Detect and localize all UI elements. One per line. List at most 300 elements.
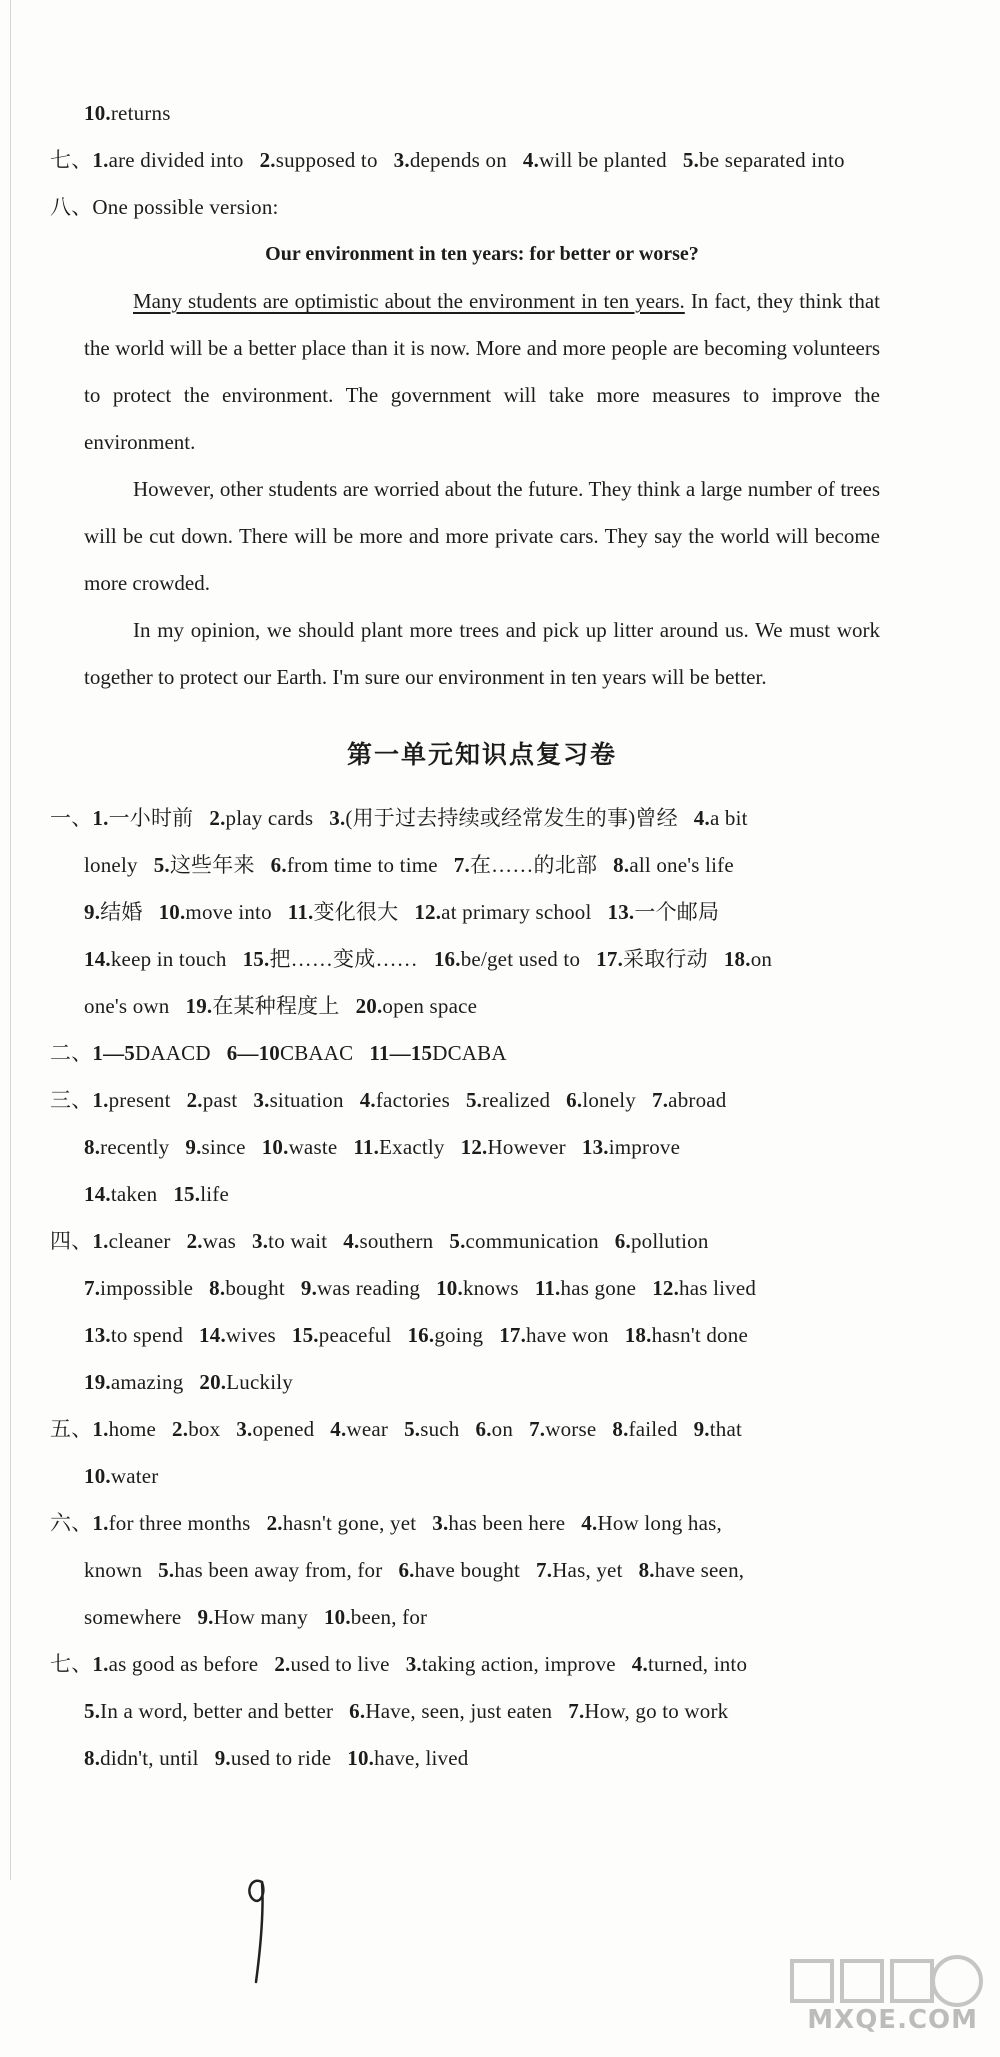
section-marker: 五、 bbox=[50, 1417, 93, 1441]
answer-number: 13. bbox=[84, 1323, 111, 1347]
answer-number: 3. bbox=[329, 806, 346, 830]
answer-number: 6. bbox=[398, 1558, 415, 1582]
answer-number: 7. bbox=[536, 1558, 553, 1582]
answer-item bbox=[360, 1088, 450, 1112]
answer-number: 11. bbox=[534, 1276, 561, 1300]
answer-item bbox=[84, 1135, 169, 1159]
answer-number: 12. bbox=[460, 1135, 488, 1159]
answer-text: abroad bbox=[668, 1088, 727, 1112]
answer-item bbox=[582, 1135, 680, 1159]
answer-item bbox=[243, 947, 418, 971]
answer-text: How long has, bbox=[597, 1511, 722, 1535]
answer-item bbox=[612, 1417, 677, 1441]
answer-item bbox=[209, 1276, 285, 1300]
answer-item bbox=[535, 1276, 636, 1300]
answer-text: play cards bbox=[225, 806, 314, 830]
answer-number: 1. bbox=[92, 1417, 109, 1441]
answer-text: CBAAC bbox=[280, 1041, 354, 1065]
answer-text: to spend bbox=[110, 1323, 184, 1347]
answer-number: 17. bbox=[596, 947, 624, 971]
answer-item bbox=[581, 1511, 722, 1535]
answer-item bbox=[84, 1276, 193, 1300]
answer-text: have won bbox=[526, 1323, 609, 1347]
answer-item bbox=[173, 1182, 229, 1206]
answer-text: used to ride bbox=[230, 1746, 332, 1770]
answer-item bbox=[330, 1417, 388, 1441]
answer-text: In a word, better and better bbox=[100, 1699, 334, 1723]
section-marker: 六、 bbox=[50, 1511, 93, 1535]
answer-text: all one's life bbox=[629, 853, 734, 877]
answer-text: a bit bbox=[709, 806, 748, 830]
answer-item bbox=[536, 1558, 623, 1582]
answer-page bbox=[50, 90, 880, 1782]
answer-item bbox=[274, 1652, 389, 1676]
answer-item bbox=[92, 1041, 210, 1065]
answer-item bbox=[158, 1558, 382, 1582]
answer-item bbox=[215, 1746, 332, 1770]
answer-text: was bbox=[202, 1229, 236, 1253]
answer-text: taking action, improve bbox=[421, 1652, 616, 1676]
answer-text: 一个邮局 bbox=[634, 900, 720, 924]
answer-text: from time to time bbox=[286, 853, 438, 877]
answer-number: 3. bbox=[393, 148, 410, 172]
answer-line bbox=[50, 184, 880, 231]
answer-item bbox=[172, 1417, 220, 1441]
answer-item bbox=[92, 1088, 170, 1112]
answer-text: be/get used to bbox=[460, 947, 581, 971]
answer-number: 1. bbox=[92, 1652, 109, 1676]
review-answers bbox=[50, 795, 880, 1782]
answer-text: for three months bbox=[108, 1511, 251, 1535]
answer-number: 1. bbox=[92, 1511, 109, 1535]
answer-number: 4. bbox=[522, 148, 540, 172]
answer-text: on bbox=[491, 1417, 514, 1441]
answer-number: 10. bbox=[347, 1746, 375, 1770]
answer-number: 14. bbox=[84, 1182, 111, 1206]
section-marker: 四、 bbox=[50, 1229, 93, 1253]
answer-item bbox=[92, 1511, 250, 1535]
answer-item bbox=[343, 1229, 433, 1253]
answer-item bbox=[84, 101, 171, 125]
answer-item bbox=[394, 148, 507, 172]
answer-line bbox=[50, 1171, 880, 1218]
answer-text: 采取行动 bbox=[623, 947, 708, 971]
answer-item bbox=[613, 853, 734, 877]
answer-number: 2. bbox=[186, 1229, 203, 1253]
answer-number: 5. bbox=[158, 1558, 175, 1582]
answer-number: 7. bbox=[652, 1088, 669, 1112]
answer-number: 6—10 bbox=[226, 1041, 280, 1065]
answer-item bbox=[84, 1699, 333, 1723]
answer-text: How, go to work bbox=[584, 1699, 729, 1723]
answer-number: 10. bbox=[261, 1135, 289, 1159]
answer-item bbox=[199, 1370, 293, 1394]
answer-number: 15. bbox=[173, 1182, 201, 1206]
answer-text: situation bbox=[269, 1088, 344, 1112]
answer-text: 把……变成…… bbox=[269, 947, 418, 971]
answer-number: 5. bbox=[84, 1699, 101, 1723]
answer-number: 19. bbox=[84, 1370, 111, 1394]
answer-text: Has, yet bbox=[552, 1558, 623, 1582]
answer-text: factories bbox=[375, 1088, 450, 1112]
answer-text: home bbox=[108, 1417, 157, 1441]
answer-item bbox=[461, 1135, 566, 1159]
answer-item bbox=[324, 1605, 427, 1629]
answer-text: known bbox=[84, 1558, 143, 1582]
answer-number: 6. bbox=[475, 1417, 492, 1441]
answer-item bbox=[236, 1417, 314, 1441]
answer-number: 6. bbox=[270, 853, 287, 877]
answer-text: Exactly bbox=[379, 1135, 445, 1159]
answer-item bbox=[84, 1605, 181, 1629]
answer-number: 1. bbox=[92, 1229, 109, 1253]
watermark-text: MXQE.COM bbox=[807, 2005, 978, 2035]
answer-number: 3. bbox=[432, 1511, 449, 1535]
answer-item bbox=[694, 1417, 742, 1441]
answer-number: 11—15 bbox=[369, 1041, 433, 1065]
answer-text: present bbox=[108, 1088, 171, 1112]
answer-item bbox=[404, 1417, 459, 1441]
answer-text: cleaner bbox=[108, 1229, 171, 1253]
essay-paragraph-1 bbox=[50, 278, 880, 466]
answer-number: 4. bbox=[359, 1088, 376, 1112]
answer-item bbox=[199, 1323, 276, 1347]
answer-text: supposed to bbox=[275, 148, 378, 172]
answer-number: 2. bbox=[259, 148, 276, 172]
answer-text: will be planted bbox=[539, 148, 667, 172]
answer-item bbox=[476, 1417, 514, 1441]
answer-item bbox=[209, 806, 313, 830]
answer-text: keep in touch bbox=[110, 947, 227, 971]
answer-text: has been away from, for bbox=[174, 1558, 383, 1582]
answer-number: 7. bbox=[84, 1276, 101, 1300]
answer-item bbox=[369, 1041, 506, 1065]
answer-text: 一小时前 bbox=[108, 806, 194, 830]
answer-text: hasn't gone, yet bbox=[282, 1511, 417, 1535]
answer-number: 7. bbox=[529, 1417, 546, 1441]
answer-line bbox=[50, 1030, 880, 1077]
section-marker: 七、 bbox=[50, 1652, 93, 1676]
answer-text: have, lived bbox=[374, 1746, 469, 1770]
answer-text: (用于过去持续或经常发生的事)曾经 bbox=[345, 806, 678, 830]
answer-number: 20. bbox=[199, 1370, 227, 1394]
answer-number: 15. bbox=[291, 1323, 319, 1347]
answer-line bbox=[50, 1406, 880, 1453]
section-marker: 二、 bbox=[50, 1041, 93, 1065]
answer-text: realized bbox=[482, 1088, 551, 1112]
answer-line bbox=[50, 936, 880, 983]
answer-number: 2. bbox=[209, 806, 226, 830]
section-marker: 三、 bbox=[50, 1088, 93, 1112]
handwritten-page-number bbox=[242, 1872, 272, 1987]
answer-number: 10. bbox=[158, 900, 186, 924]
answer-item bbox=[288, 900, 399, 924]
answer-item bbox=[608, 900, 720, 924]
answer-number: 14. bbox=[84, 947, 111, 971]
answer-number: 6. bbox=[349, 1699, 366, 1723]
answer-item bbox=[92, 1652, 258, 1676]
answer-item bbox=[84, 1323, 183, 1347]
answer-item bbox=[615, 1229, 709, 1253]
answer-number: 10. bbox=[84, 1464, 111, 1488]
answer-number: 4. bbox=[330, 1417, 347, 1441]
answer-number: 12. bbox=[414, 900, 442, 924]
section-marker: 一、 bbox=[50, 806, 93, 830]
answer-text: life bbox=[200, 1182, 229, 1206]
answer-item bbox=[652, 1088, 727, 1112]
answer-item bbox=[84, 1746, 199, 1770]
answer-item bbox=[349, 1699, 552, 1723]
answer-text: was reading bbox=[317, 1276, 421, 1300]
answer-line bbox=[50, 1359, 880, 1406]
answer-number: 12. bbox=[652, 1276, 680, 1300]
answer-text: southern bbox=[359, 1229, 434, 1253]
answer-item bbox=[406, 1652, 616, 1676]
answer-text: on bbox=[750, 947, 773, 971]
answer-number: 3. bbox=[236, 1417, 253, 1441]
answer-line bbox=[50, 1265, 880, 1312]
answer-item bbox=[529, 1417, 596, 1441]
answer-number: 9. bbox=[693, 1417, 710, 1441]
answer-item bbox=[449, 1229, 598, 1253]
answer-text: be separated into bbox=[699, 148, 845, 172]
answer-text: improve bbox=[608, 1135, 681, 1159]
answer-number: 1—5 bbox=[92, 1041, 136, 1065]
answer-text: DCABA bbox=[432, 1041, 507, 1065]
answer-text: have seen, bbox=[654, 1558, 745, 1582]
answer-item bbox=[292, 1323, 392, 1347]
answer-item bbox=[186, 994, 340, 1018]
answer-number: 8. bbox=[84, 1746, 101, 1770]
margin-line bbox=[10, 0, 11, 1880]
review-section-title: 第一单元知识点复习卷 bbox=[346, 740, 617, 769]
answer-item bbox=[252, 1229, 327, 1253]
answer-text: wives bbox=[225, 1323, 276, 1347]
answer-text: communication bbox=[465, 1229, 599, 1253]
answer-item bbox=[84, 994, 170, 1018]
answer-item bbox=[84, 1558, 142, 1582]
answer-text: has lived bbox=[679, 1276, 757, 1300]
answer-text: such bbox=[420, 1417, 460, 1441]
answer-line bbox=[50, 1641, 880, 1688]
answer-number: 13. bbox=[581, 1135, 609, 1159]
answer-line bbox=[50, 1218, 880, 1265]
answer-item bbox=[301, 1276, 420, 1300]
answer-line bbox=[50, 1500, 880, 1547]
answer-item bbox=[227, 1041, 354, 1065]
answer-number: 8. bbox=[613, 853, 630, 877]
answer-text: failed bbox=[628, 1417, 678, 1441]
answer-item bbox=[187, 1088, 238, 1112]
section-marker: 八、 bbox=[50, 195, 93, 219]
answer-text: move into bbox=[185, 900, 272, 924]
answer-item bbox=[84, 1370, 183, 1394]
answer-number: 8. bbox=[638, 1558, 655, 1582]
essay-paragraph-2: However, other students are worried about the future. They think a large number of trees will be cut down. There will be more and more private cars. They say the world will become more crowded. bbox=[84, 477, 880, 595]
answer-line bbox=[50, 1453, 880, 1500]
answer-text: depends on bbox=[409, 148, 507, 172]
answer-text: However bbox=[487, 1135, 566, 1159]
answer-number: 5. bbox=[465, 1088, 483, 1112]
answer-text: going bbox=[434, 1323, 484, 1347]
answer-text: one's own bbox=[84, 994, 170, 1018]
answer-number: 3. bbox=[405, 1652, 422, 1676]
answer-line bbox=[50, 1594, 880, 1641]
answer-text: bought bbox=[225, 1276, 285, 1300]
answer-text: box bbox=[188, 1417, 221, 1441]
answer-number: 8. bbox=[84, 1135, 101, 1159]
answer-line bbox=[50, 1688, 880, 1735]
answer-text: lonely bbox=[582, 1088, 637, 1112]
answer-item bbox=[92, 806, 193, 830]
answer-text: recently bbox=[100, 1135, 170, 1159]
answer-line bbox=[50, 842, 880, 889]
answer-item bbox=[639, 1558, 745, 1582]
answer-text: 在某种程度上 bbox=[212, 994, 340, 1018]
answer-line bbox=[50, 1124, 880, 1171]
answer-line bbox=[50, 1735, 880, 1782]
answer-item bbox=[414, 900, 591, 924]
answer-number: 15. bbox=[242, 947, 270, 971]
answer-text: at primary school bbox=[441, 900, 592, 924]
answer-item bbox=[253, 1088, 343, 1112]
answer-text: have bought bbox=[414, 1558, 521, 1582]
answer-number: 18. bbox=[624, 1323, 652, 1347]
answer-number: 5. bbox=[153, 853, 170, 877]
answer-item bbox=[260, 148, 378, 172]
answer-item bbox=[566, 1088, 636, 1112]
answer-text: taken bbox=[110, 1182, 158, 1206]
answer-text: 这些年来 bbox=[169, 853, 255, 877]
answer-number: 9. bbox=[214, 1746, 231, 1770]
answer-item bbox=[499, 1323, 609, 1347]
answer-number: 3. bbox=[253, 1088, 270, 1112]
answer-item bbox=[356, 994, 478, 1018]
answer-item bbox=[92, 1417, 156, 1441]
answer-number: 16. bbox=[407, 1323, 435, 1347]
answer-number: 5. bbox=[449, 1229, 466, 1253]
answer-item bbox=[632, 1652, 747, 1676]
answer-item bbox=[432, 1511, 565, 1535]
answer-text: has gone bbox=[560, 1276, 637, 1300]
answer-line bbox=[50, 795, 880, 842]
answer-number: 9. bbox=[300, 1276, 318, 1300]
essay-topic-sentence: Many students are optimistic about the environment in ten years. bbox=[133, 289, 685, 313]
answer-text: been, for bbox=[350, 1605, 428, 1629]
answer-item bbox=[625, 1323, 748, 1347]
answer-item bbox=[454, 853, 597, 877]
answer-number: 6. bbox=[566, 1088, 583, 1112]
answer-number: 8. bbox=[209, 1276, 226, 1300]
answer-number: 14. bbox=[199, 1323, 226, 1347]
answer-line bbox=[50, 90, 880, 137]
answer-number: 11. bbox=[353, 1135, 380, 1159]
answer-item bbox=[329, 806, 678, 830]
answer-text: lonely bbox=[84, 853, 138, 877]
answer-item bbox=[262, 1135, 338, 1159]
answer-number: 6. bbox=[614, 1229, 631, 1253]
answer-number: 5. bbox=[404, 1417, 421, 1441]
answer-text: Luckily bbox=[226, 1370, 293, 1394]
answer-number: 3. bbox=[252, 1229, 269, 1253]
answer-number: 7. bbox=[568, 1699, 585, 1723]
essay-title: Our environment in ten years: for better or worse? bbox=[265, 243, 699, 265]
answer-text: to wait bbox=[268, 1229, 328, 1253]
answer-line bbox=[50, 889, 880, 936]
answer-text: somewhere bbox=[84, 1605, 182, 1629]
answer-number: 19. bbox=[185, 994, 213, 1018]
answer-number: 2. bbox=[274, 1652, 291, 1676]
answer-number: 1. bbox=[92, 1088, 109, 1112]
answer-item bbox=[187, 1229, 236, 1253]
answer-item bbox=[84, 900, 143, 924]
answer-number: 16. bbox=[433, 947, 461, 971]
answer-line bbox=[50, 1077, 880, 1124]
answer-number: 7. bbox=[453, 853, 470, 877]
answer-number: 10. bbox=[84, 101, 111, 125]
answer-number: 4. bbox=[343, 1229, 360, 1253]
answer-text: water bbox=[110, 1464, 159, 1488]
essay-paragraph-1-rest: In fact, they think that the world will be a better place than it is now. More and more people are becoming volunteers to protect the environment. The government will take more measures to improve the environment. bbox=[84, 289, 880, 454]
answer-text: past bbox=[202, 1088, 238, 1112]
answer-text: pollution bbox=[630, 1229, 709, 1253]
answer-text: How many bbox=[213, 1605, 308, 1629]
answer-line bbox=[50, 1547, 880, 1594]
section-marker: 七、 bbox=[50, 148, 93, 172]
essay-paragraph-3: In my opinion, we should plant more trees and pick up litter around us. We must work together to protect our Earth. I'm sure our environment in ten years will be better. bbox=[84, 618, 880, 689]
answer-item bbox=[84, 1464, 159, 1488]
previous-answers bbox=[50, 90, 880, 231]
answer-number: 18. bbox=[723, 947, 751, 971]
answer-text: waste bbox=[288, 1135, 338, 1159]
answer-number: 8. bbox=[612, 1417, 629, 1441]
answer-text: opened bbox=[252, 1417, 315, 1441]
answer-text: are divided into bbox=[108, 148, 244, 172]
answer-number: 1. bbox=[92, 806, 109, 830]
answer-text: impossible bbox=[100, 1276, 194, 1300]
answer-item bbox=[271, 853, 438, 877]
answer-text: turned, into bbox=[647, 1652, 748, 1676]
answer-item bbox=[568, 1699, 728, 1723]
answer-text: Have, seen, just eaten bbox=[365, 1699, 553, 1723]
answer-number: 4. bbox=[631, 1652, 648, 1676]
answer-number: 2. bbox=[172, 1417, 189, 1441]
answer-number: 10. bbox=[323, 1605, 351, 1629]
answer-item bbox=[84, 947, 227, 971]
answer-item bbox=[154, 853, 255, 877]
answer-item bbox=[434, 947, 580, 971]
answer-item bbox=[694, 806, 748, 830]
answer-item bbox=[398, 1558, 520, 1582]
answer-item bbox=[267, 1511, 417, 1535]
answer-text: worse bbox=[545, 1417, 597, 1441]
answer-number: 10. bbox=[436, 1276, 463, 1300]
answer-text: that bbox=[709, 1417, 743, 1441]
answer-number: 1. bbox=[92, 148, 109, 172]
answer-text: has been here bbox=[448, 1511, 566, 1535]
answer-text: wear bbox=[346, 1417, 389, 1441]
answer-item bbox=[466, 1088, 550, 1112]
answer-line bbox=[50, 137, 880, 184]
answer-item bbox=[407, 1323, 483, 1347]
answer-text: open space bbox=[382, 994, 478, 1018]
answer-item bbox=[596, 947, 708, 971]
answer-text: amazing bbox=[110, 1370, 184, 1394]
answer-item bbox=[347, 1746, 468, 1770]
answer-item bbox=[436, 1276, 519, 1300]
answer-number: 2. bbox=[266, 1511, 283, 1535]
answer-text: knows bbox=[462, 1276, 519, 1300]
